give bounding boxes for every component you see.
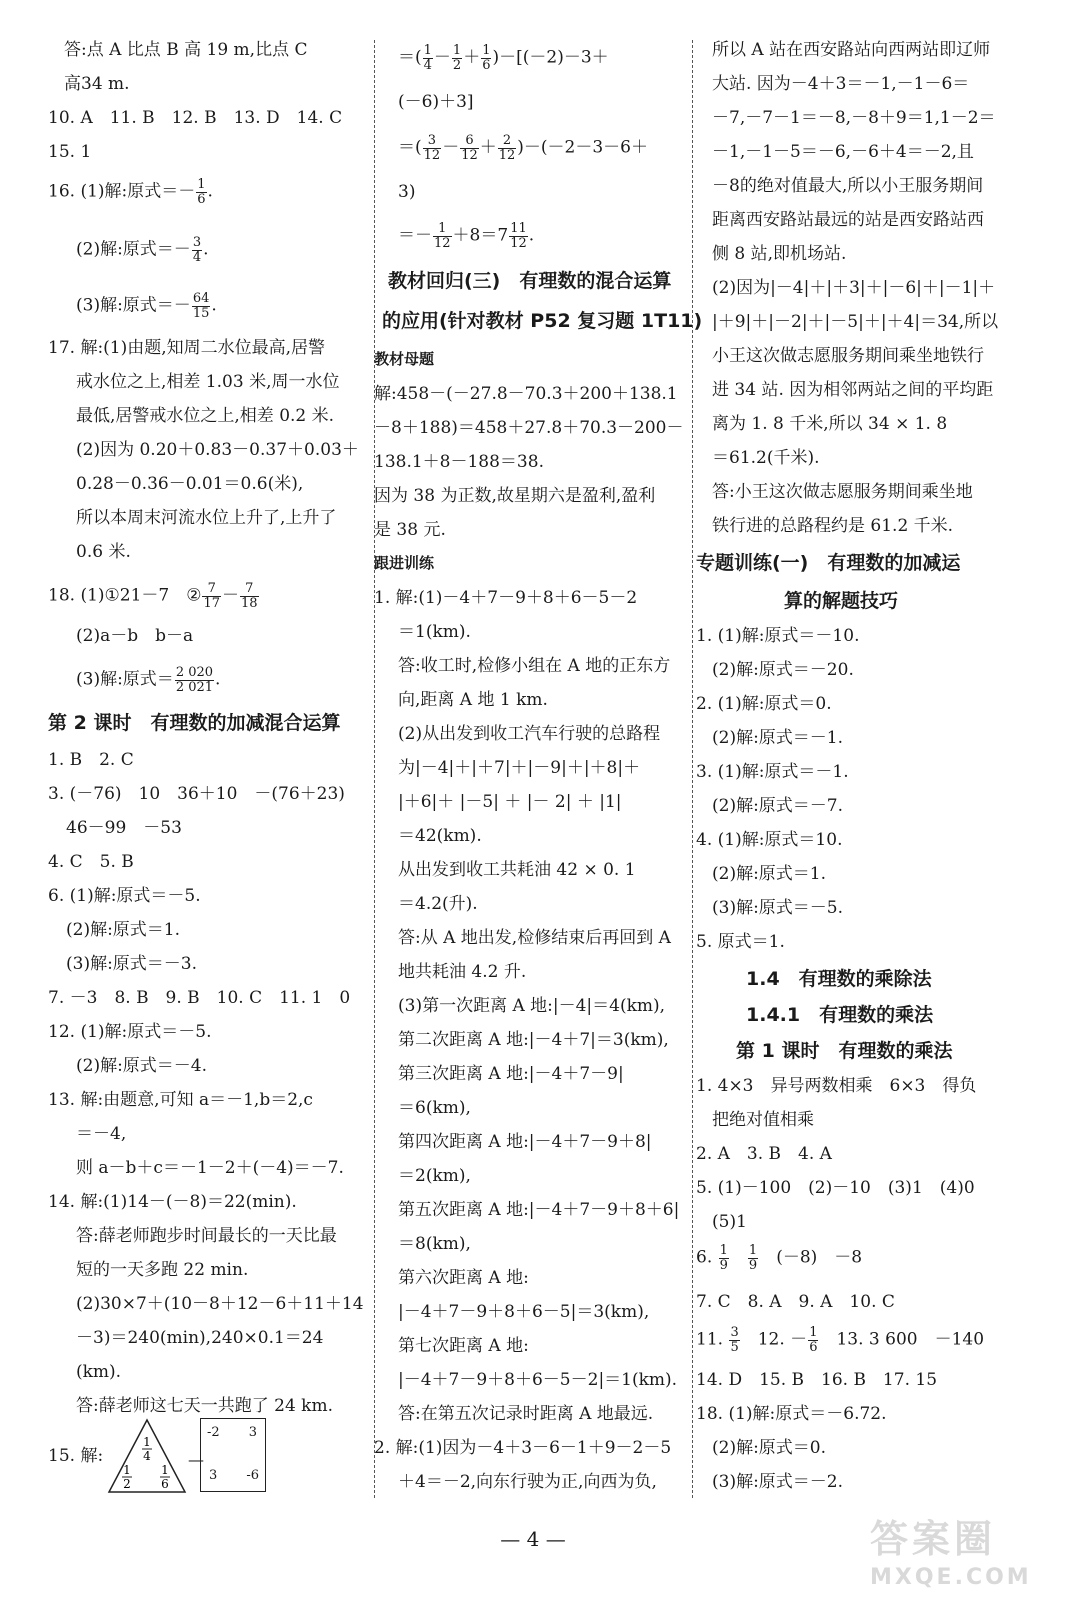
answer-line: 3) — [398, 182, 416, 202]
answer-line: 第三次距离 A 地:|－4＋7－9| — [398, 1064, 624, 1084]
answer-line: 答:点 A 比点 B 高 19 m,比点 C — [64, 40, 308, 60]
triangle-right-denominator: 6 — [161, 1477, 169, 1491]
answer-line: 解:458－(－27.8－70.3＋200＋138.1 — [374, 384, 678, 404]
answer-line: 7. C 8. A 9. A 10. C — [696, 1292, 895, 1312]
triangle-right-numerator: 1 — [161, 1463, 169, 1477]
answer-line: 7. －3 8. B 9. B 10. C 11. 1 0 — [48, 988, 351, 1008]
answer-line: (2)解:原式＝－1. — [712, 728, 844, 748]
answer-line: －1,－1－5＝－6,－6＋4＝－2,且 — [712, 142, 974, 162]
answer-line: 0.6 米. — [76, 542, 131, 562]
answer-line: 46－99 －53 — [66, 818, 182, 838]
answer-line: 15. 1 — [48, 142, 92, 162]
answer-line: 15. 解: — [48, 1446, 104, 1466]
answer-line: 2. 解:(1)因为－4＋3－6－1＋9－2－5 — [374, 1438, 672, 1458]
answer-line: 3. (－76) 10 36＋10 －(76＋23) — [48, 784, 345, 804]
square-bottom-left: 3 — [209, 1468, 218, 1483]
answer-line: 6. (1)解:原式＝－5. — [48, 886, 201, 906]
answer-line: 第四次距离 A 地:|－4＋7－9＋8| — [398, 1132, 652, 1152]
answer-line: 4. (1)解:原式＝10. — [696, 830, 843, 850]
answer-line: 因为 38 为正数,故星期六是盈利,盈利 — [374, 486, 656, 506]
answer-line: (3)解:原式＝－5. — [712, 898, 844, 918]
answer-line: 为|－4|＋|＋7|＋|－9|＋|＋8|＋ — [398, 758, 641, 778]
triangle-left-denominator: 2 — [123, 1477, 131, 1491]
answer-line: －8的绝对值最大,所以小王服务期间 — [712, 176, 984, 196]
section-heading: 专题训练(一) 有理数的加减运 — [696, 552, 961, 574]
answer-line: ＝6(km), — [398, 1098, 471, 1118]
column-divider-1 — [374, 40, 375, 1498]
answer-line: 1. B 2. C — [48, 750, 134, 770]
answer-line: 4. C 5. B — [48, 852, 134, 872]
fraction: $\frac{1}{2}$ — [452, 43, 462, 73]
answer-line: 铁行进的总路程约是 61.2 千米. — [712, 516, 954, 536]
answer-line: (5)1 — [712, 1212, 747, 1232]
fraction: $\frac{2 020}{2 021}$ — [175, 665, 214, 695]
section-heading: 第 1 课时 有理数的乘法 — [736, 1040, 953, 1062]
answer-line: 10. A 11. B 12. B 13. D 14. C — [48, 108, 343, 128]
section-heading: 1.4.1 有理数的乘法 — [746, 1004, 934, 1026]
answer-line: ＝2(km), — [398, 1166, 471, 1186]
section-heading: 1.4 有理数的乘除法 — [746, 968, 932, 990]
answer-line: 答:薛老师跑步时间最长的一天比最 — [76, 1226, 337, 1246]
answer-line: 侧 8 站,即机场站. — [712, 244, 847, 264]
answer-line: 答:收工时,检修小组在 A 地的正东方 — [398, 656, 671, 676]
watermark-logo: 答案圈 MXQE.COM — [870, 1517, 1032, 1590]
answer-line: 5. 原式＝1. — [696, 932, 785, 952]
answer-line: 18. (1)①21－7 ② $\frac{7}{17}$ － $\frac{7}{18}$ — [48, 581, 258, 611]
fraction: $\frac{2}{12}$ — [498, 133, 516, 163]
answer-line: 2. (1)解:原式＝0. — [696, 694, 832, 714]
fraction: $\frac{1}{4}$ — [423, 43, 432, 73]
answer-line: ＝42(km). — [398, 826, 482, 846]
answer-line: 答:从 A 地出发,检修结束后再回到 A — [398, 928, 671, 948]
square-bottom-right: -6 — [246, 1468, 259, 1483]
answer-line: 答:小王这次做志愿服务期间乘坐地 — [712, 482, 973, 502]
fraction: $\frac{1}{9}$ — [748, 1243, 758, 1273]
subsection-heading: 教材母题 — [374, 350, 435, 368]
answer-line: 11. $\frac{3}{5}$ 12. － $\frac{1}{6}$ 13. 3 600 －140 — [696, 1325, 985, 1355]
answer-line: 1. (1)解:原式＝－10. — [696, 626, 860, 646]
triangle-left-numerator: 1 — [123, 1463, 131, 1477]
answer-line: ＝－4, — [76, 1124, 127, 1144]
answer-line: |－4＋7－9＋8＋6－5|＝3(km), — [398, 1302, 650, 1322]
answer-line: (3)解:原式＝ $\frac{2 020}{2 021}$ . — [76, 665, 221, 695]
triangle-figure — [107, 1418, 187, 1494]
answer-line: |＋9|＋|－2|＋|－5|＋|＋4|＝34,所以 — [712, 312, 999, 332]
section-heading: 算的解题技巧 — [784, 590, 899, 612]
answer-line: (3)解:原式＝－ $\frac{64}{15}$ . — [76, 291, 217, 321]
answer-line: 戒水位之上,相差 1.03 米,周一水位 — [76, 372, 340, 392]
answer-line: －3)＝240(min),240×0.1＝24 — [76, 1328, 324, 1348]
answer-line: 14. 解:(1)14－(－8)＝22(min). — [48, 1192, 297, 1212]
answer-line: 答:在第五次记录时距离 A 地最远. — [398, 1404, 654, 1424]
fraction: $\frac{1}{6}$ — [809, 1325, 818, 1355]
answer-line: 18. (1)解:原式＝－6.72. — [696, 1404, 887, 1424]
answer-line: 把绝对值相乘 — [712, 1110, 814, 1130]
figure-dash: — — [188, 1450, 204, 1469]
answer-line: 向,距离 A 地 1 km. — [398, 690, 548, 710]
answer-line: (3)解:原式＝－2. — [712, 1472, 844, 1492]
answer-line: 13. 解:由题意,可知 a＝－1,b＝2,c — [48, 1090, 313, 1110]
answer-line: 14. D 15. B 16. B 17. 15 — [696, 1370, 938, 1390]
triangle-top-denominator: 4 — [143, 1449, 151, 1463]
answer-line: 是 38 元. — [374, 520, 446, 540]
answer-line: 最低,居警戒水位之上,相差 0.2 米. — [76, 406, 335, 426]
answer-line: 从出发到收工共耗油 42 × 0. 1 — [398, 860, 636, 880]
square-top-left: -2 — [207, 1425, 220, 1440]
answer-line: 大站. 因为－4＋3＝－1,－1－6＝ — [712, 74, 970, 94]
answer-line: 第二次距离 A 地:|－4＋7|＝3(km), — [398, 1030, 669, 1050]
answer-line: 进 34 站. 因为相邻两站之间的平均距 — [712, 380, 994, 400]
answer-line: 17. 解:(1)由题,知周二水位最高,居警 — [48, 338, 326, 358]
answer-line: 第七次距离 A 地: — [398, 1336, 529, 1356]
section-heading: 教材回归(三) 有理数的混合运算 — [388, 270, 672, 292]
answer-line: 0.28－0.36－0.01＝0.6(米), — [76, 474, 304, 494]
answer-line: 所以本周末河流水位上升了,上升了 — [76, 508, 337, 528]
answer-line: 所以 A 站在西安路站向西两站即辽师 — [712, 40, 991, 60]
answer-line: (3)第一次距离 A 地:|－4|＝4(km), — [398, 996, 666, 1016]
fraction: $\frac{7}{18}$ — [241, 581, 258, 611]
answer-line: 则 a－b＋c＝－1－2＋(－4)＝－7. — [76, 1158, 344, 1178]
answer-line: 短的一天多跑 22 min. — [76, 1260, 249, 1280]
answer-line: ＝8(km), — [398, 1234, 471, 1254]
answer-line: 地共耗油 4.2 升. — [398, 962, 527, 982]
fraction: $\frac{1}{12}$ — [434, 221, 451, 251]
fraction: $\frac{1}{6}$ — [197, 177, 206, 207]
answer-line: (2)解:原式＝0. — [712, 1438, 827, 1458]
answer-line: 答:薛老师这七天一共跑了 24 km. — [76, 1396, 333, 1416]
answer-line: (2)解:原式＝1. — [66, 920, 181, 940]
answer-line: ＝－ $\frac{1}{12}$ ＋8＝7 $\frac{11}{12}$ . — [398, 221, 535, 251]
answer-line: 1. 解:(1)－4＋7－9＋8＋6－5－2 — [374, 588, 638, 608]
answer-line: ＝4.2(升). — [398, 894, 478, 914]
fraction: $\frac{3}{4}$ — [192, 235, 202, 265]
answer-line: 高34 m. — [64, 74, 130, 94]
answer-line: －8＋188)＝458＋27.8＋70.3－200－ — [374, 418, 684, 438]
answer-line: 离为 1. 8 千米,所以 34 × 1. 8 — [712, 414, 948, 434]
answer-line: (2)因为|－4|＋|＋3|＋|－6|＋|－1|＋ — [712, 278, 996, 298]
page-number: — 4 — — [500, 1527, 566, 1551]
answer-line: 16. (1)解:原式＝－ $\frac{1}{6}$ . — [48, 177, 213, 207]
answer-line: ＝1(km). — [398, 622, 471, 642]
answer-line: ＝61.2(千米). — [712, 448, 820, 468]
square-top-right: 3 — [248, 1425, 257, 1440]
answer-line: (3)解:原式＝－3. — [66, 954, 198, 974]
fraction: $\frac{64}{15}$ — [192, 291, 210, 321]
answer-line: |＋6|＋ |－5| ＋ |－ 2| ＋ |1| — [398, 792, 622, 812]
fraction: $\frac{3}{5}$ — [730, 1325, 739, 1355]
answer-line: 3. (1)解:原式＝－1. — [696, 762, 849, 782]
answer-line: ＝( $\frac{3}{12}$ － $\frac{6}{12}$ ＋ $\frac{2}{12}$ )－(－2－3－6＋ — [398, 133, 648, 163]
answer-line: 1. 4×3 异号两数相乘 6×3 得负 — [696, 1076, 977, 1096]
section-heading: 的应用(针对教材 P52 复习题 1T11) — [382, 310, 703, 332]
answer-line: (－6)＋3] — [398, 92, 474, 112]
fraction: $\frac{1}{6}$ — [482, 43, 491, 73]
subsection-heading: 跟进训练 — [374, 554, 435, 572]
answer-line: ＝( $\frac{1}{4}$ － $\frac{1}{2}$ ＋ $\frac{1}{6}$ )－[(－2)－3＋ — [398, 43, 609, 73]
answer-line: |－4＋7－9＋8＋6－5－2|＝1(km). — [398, 1370, 678, 1390]
answer-line: 12. (1)解:原式＝－5. — [48, 1022, 212, 1042]
answer-line: 138.1＋8－188＝38. — [374, 452, 544, 472]
answer-line: 2. A 3. B 4. A — [696, 1144, 832, 1164]
fraction: $\frac{7}{17}$ — [203, 581, 220, 611]
answer-line: 6. $\frac{1}{9}$ $\frac{1}{9}$ (－8) －8 — [696, 1243, 863, 1273]
answer-line: (2)解:原式＝－20. — [712, 660, 854, 680]
answer-line: (2)解:原式＝－ $\frac{3}{4}$ . — [76, 235, 209, 265]
answer-line: (2)因为 0.20＋0.83－0.37＋0.03＋ — [76, 440, 359, 460]
answer-line: (2)解:原式＝－7. — [712, 796, 844, 816]
fraction: $\frac{3}{12}$ — [423, 133, 441, 163]
fraction: $\frac{6}{12}$ — [461, 133, 478, 163]
answer-line: (2)解:原式＝1. — [712, 864, 827, 884]
answer-line: ＋4＝－2,向东行驶为正,向西为负, — [398, 1472, 657, 1492]
section-heading: 第 2 课时 有理数的加减混合运算 — [48, 712, 341, 734]
answer-line: 距离西安路站最远的站是西安路站西 — [712, 210, 984, 230]
triangle-top-numerator: 1 — [143, 1435, 151, 1449]
answer-line: (2)解:原式＝－4. — [76, 1056, 208, 1076]
answer-line: (2)30×7＋(10－8＋12－6＋11＋14 — [76, 1294, 364, 1314]
answer-line: 第六次距离 A 地: — [398, 1268, 529, 1288]
answer-line: (2)从出发到收工汽车行驶的总路程 — [398, 724, 661, 744]
answer-line: －7,－7－1＝－8,－8＋9＝1,1－2＝ — [712, 108, 996, 128]
answer-line: 第五次距离 A 地:|－4＋7－9＋8＋6| — [398, 1200, 680, 1220]
column-divider-2 — [692, 40, 693, 1498]
answer-line: (km). — [76, 1362, 122, 1382]
answer-line: (2)a－b b－a — [76, 626, 194, 646]
answer-line: 小王这次做志愿服务期间乘坐地铁行 — [712, 346, 984, 366]
fraction: $\frac{1}{9}$ — [719, 1243, 728, 1273]
fraction: $\frac{11}{12}$ — [510, 221, 527, 251]
square-figure — [200, 1418, 266, 1492]
answer-line: 5. (1)－100 (2)－10 (3)1 (4)0 — [696, 1178, 975, 1198]
